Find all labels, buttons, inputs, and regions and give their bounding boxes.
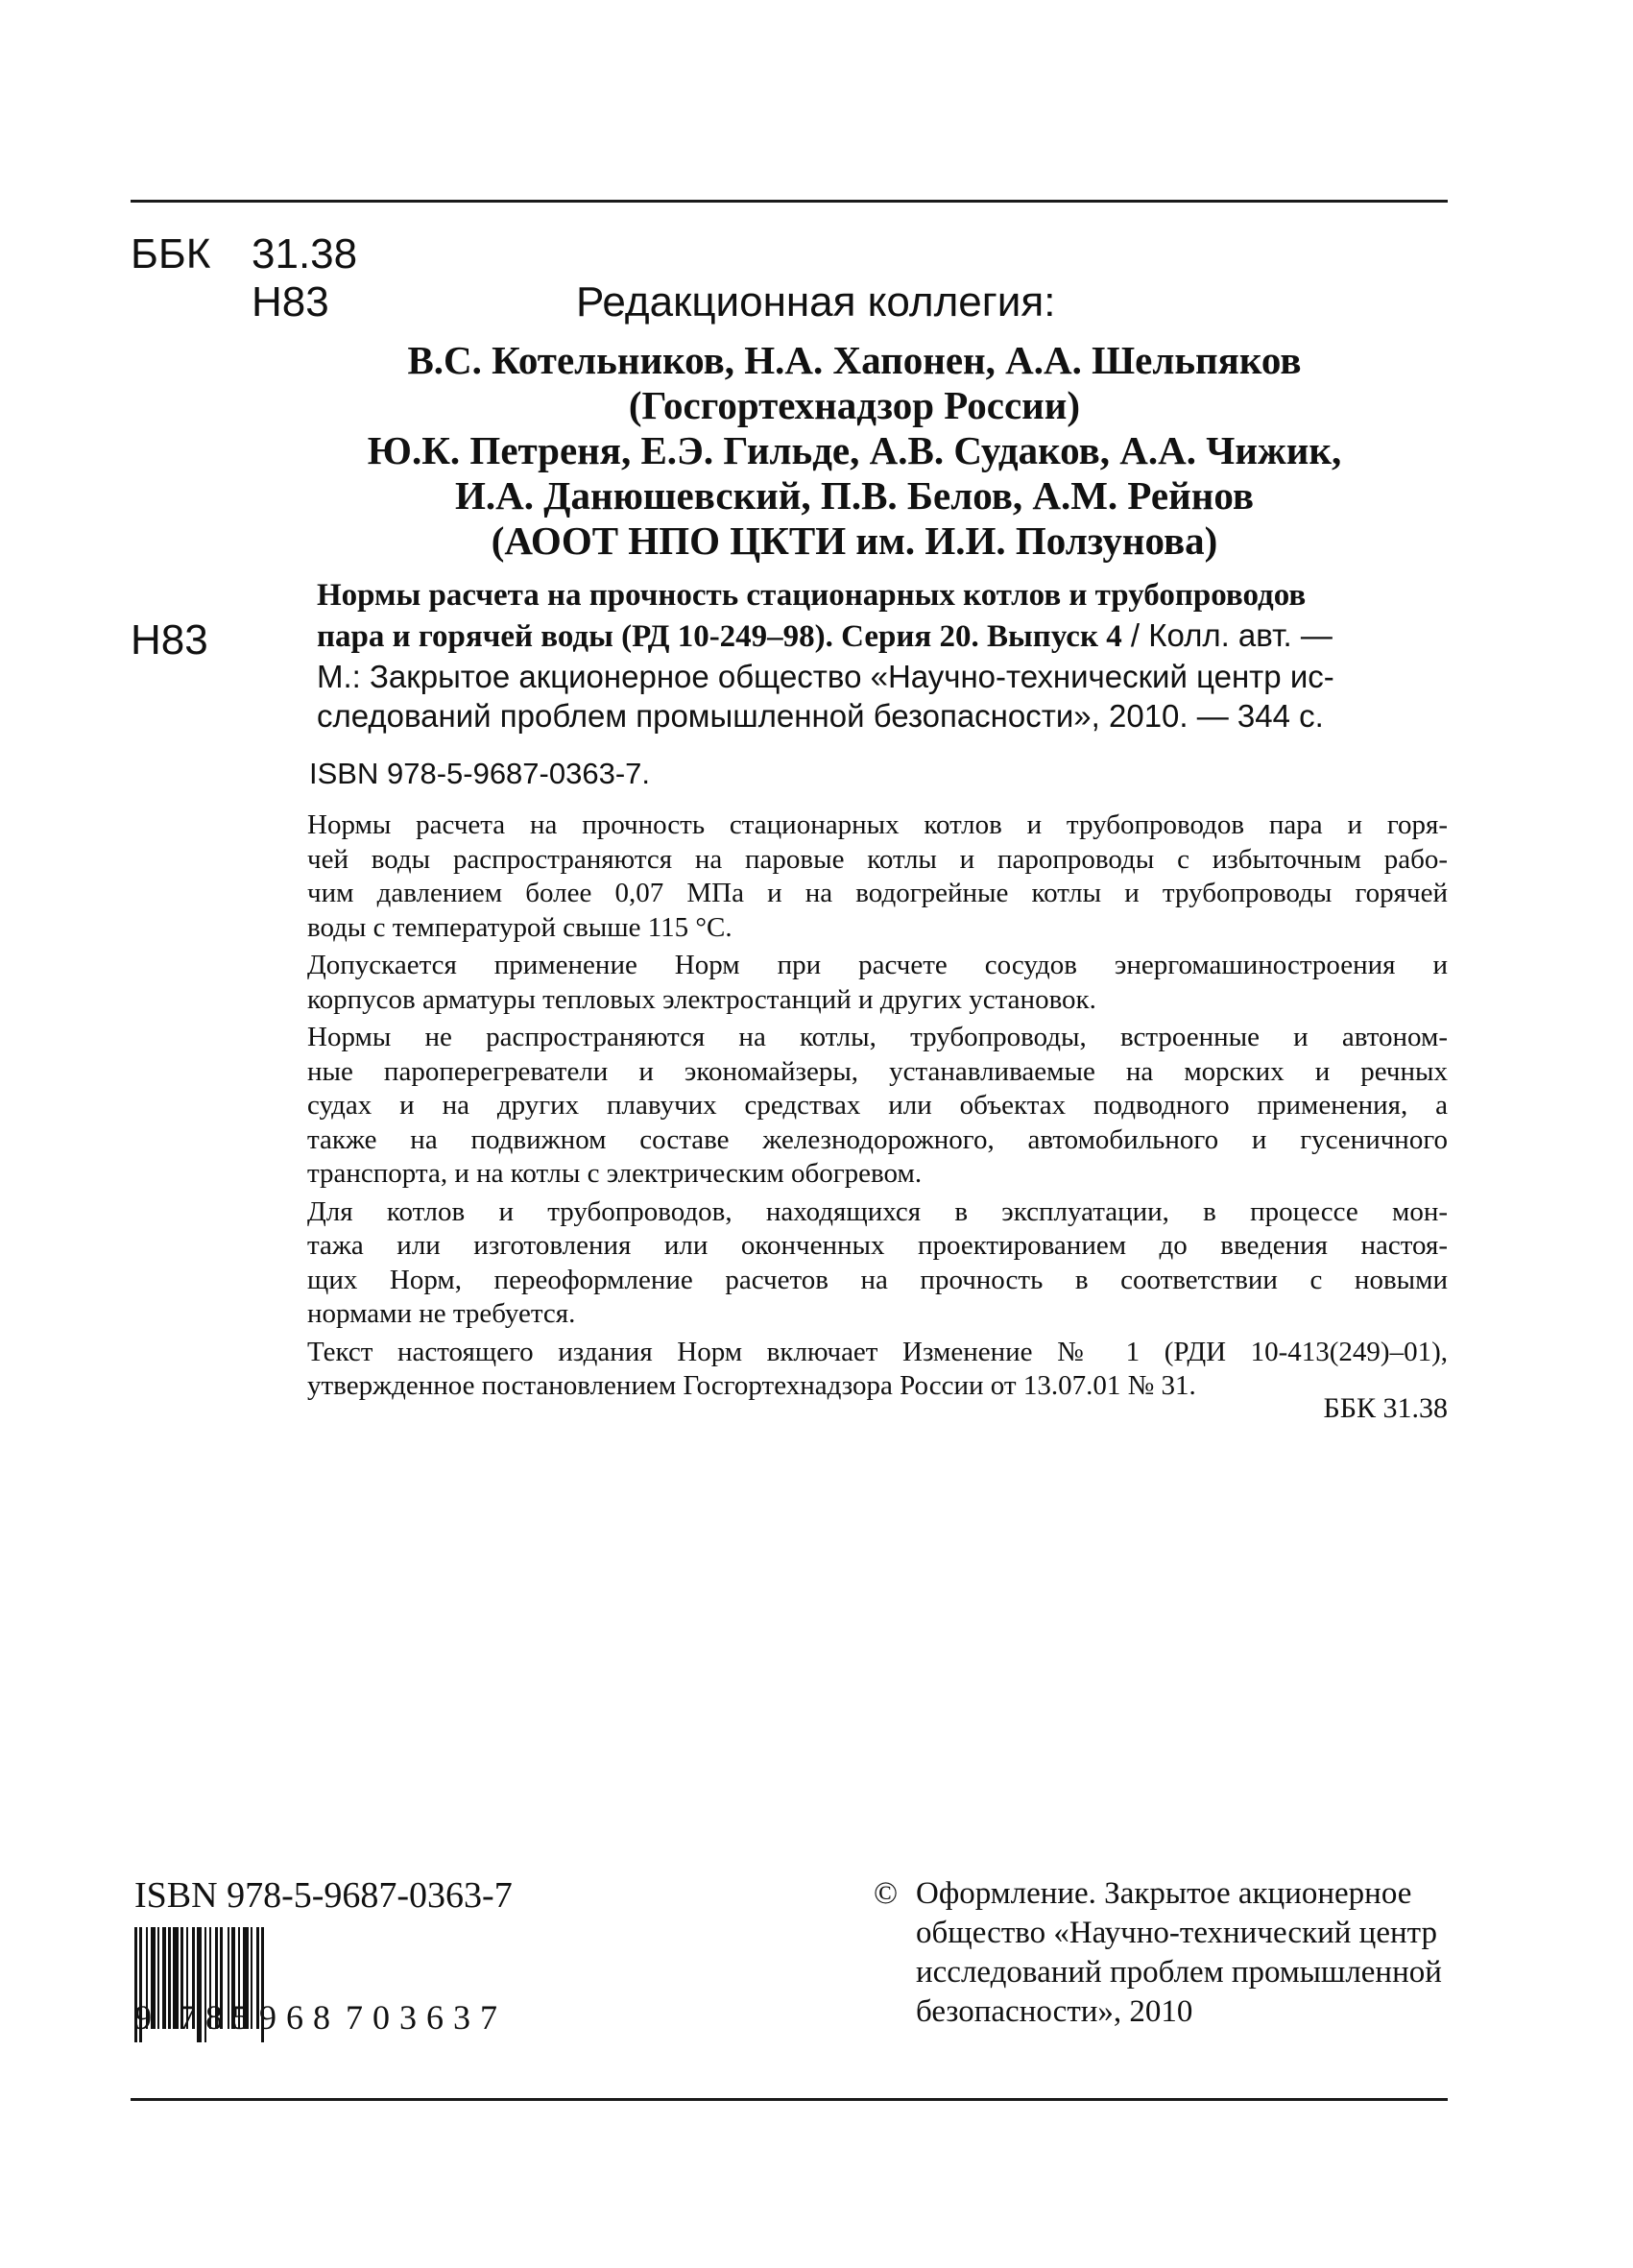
entry-title-bold: пара и горячей воды (РД 10-249–98). Серия 20. Выпуск 4 (317, 619, 1122, 654)
annotation-line: чим давлением более 0,07 МПа и на водогрейные котлы и трубопроводы горячей (307, 878, 1448, 908)
bbk-footer: ББК 31.38 (1323, 1392, 1448, 1424)
annotation-line: Текст настоящего издания Норм включает Изменение № 1 (РДИ 10-413(249)–01), (307, 1336, 1448, 1367)
author-mark: Н83 (252, 278, 329, 326)
top-rule (131, 200, 1448, 203)
entry-publisher-line: следований проблем промышленной безопасности», 2010. — 344 с. (317, 698, 1324, 734)
barcode-digits-left: 785968 (179, 1998, 340, 2037)
editors-block (230, 338, 1478, 564)
editor-line: (Госгортехнадзор России) (628, 383, 1081, 427)
barcode-digit-first: 9 (134, 1998, 161, 2037)
annotation-line: Нормы не распространяются на котлы, трубопроводы, встроенные и автоном- (307, 1022, 1448, 1052)
annotation-line: щих Норм, переоформление расчетов на прочность в соответствии с новыми (307, 1264, 1448, 1295)
editorial-board-heading: Редакционная коллегия: (576, 278, 1056, 326)
bbk-code: 31.38 (252, 230, 358, 277)
editor-line: В.С. Котельников, Н.А. Хапонен, А.А. Шельпяков (407, 338, 1302, 382)
entry-isbn: ISBN 978-5-9687-0363-7. (309, 757, 651, 790)
barcode-bar (168, 1927, 171, 2029)
barcode-bar (162, 1927, 166, 2029)
annotation-line: утвержденное постановлением Госгортехнадзора России от 13.07.01 № 31. (307, 1370, 1196, 1401)
copyright-line: Оформление. Закрытое акционерное (916, 1876, 1412, 1911)
annotation-line: ные пароперегреватели и экономайзеры, устанавливаемые на морских и речных (307, 1055, 1448, 1087)
annotation-line: также на подвижном составе железнодорожного, автомобильного и гусеничного (307, 1123, 1448, 1155)
annotation-line: Для котлов и трубопроводов, находящихся в эксплуатации, в процессе мон- (307, 1195, 1448, 1227)
copyright-line: общество «Научно-технический центр (916, 1916, 1437, 1950)
annotation-line: Допускается применение Норм при расчете сосудов энергомашиностроения и (307, 950, 1448, 980)
annotation-line: нормами не требуется. (307, 1298, 576, 1329)
bottom-rule (131, 2098, 1448, 2101)
entry-publisher-line: М.: Закрытое акционерное общество «Научно-технический центр ис- (317, 659, 1334, 694)
copyright-block (874, 1874, 1488, 2032)
annotation-paragraph (307, 1336, 1448, 1404)
copyright-line: безопасности», 2010 (916, 1994, 1193, 2029)
entry-margin-mark: Н83 (131, 616, 208, 664)
entry-title-line: Нормы расчета на прочность стационарных котлов и трубопроводов (317, 578, 1307, 613)
bibliographic-entry (317, 576, 1450, 736)
annotation-paragraph (307, 1021, 1448, 1192)
entry-authors: / Колл. авт. — (1121, 617, 1333, 653)
barcode-digits-right: 703637 (346, 1998, 507, 2037)
annotation-line: транспорта, и на котлы с электрическим обогревом. (307, 1158, 923, 1189)
bbk-label: ББК (131, 230, 211, 277)
editor-line: (АООТ НПО ЦКТИ им. И.И. Ползунова) (491, 519, 1218, 563)
barcode-isbn: ISBN 978-5-9687-0363-7 (134, 1875, 513, 1916)
annotation-line: чей воды распространяются на паровые котлы и паропроводы с избыточным рабо- (307, 843, 1448, 875)
annotation-line: тажа или изготовления или оконченных проектированием до введения настоя- (307, 1230, 1448, 1261)
annotation (307, 808, 1448, 1408)
annotation-paragraph (307, 949, 1448, 1017)
copyright-row (874, 1874, 1488, 1914)
copyright-line: исследований проблем промышленной (916, 1955, 1442, 1990)
annotation-paragraph (307, 808, 1448, 945)
annotation-line: судах и на других плавучих средствах или объектах подводного применения, а (307, 1090, 1448, 1121)
annotation-line: Нормы расчета на прочность стационарных котлов и трубопроводов пара и горя- (307, 809, 1448, 840)
editor-line: Ю.К. Петреня, Е.Э. Гильде, А.В. Судаков, А.А. Чижик, (367, 428, 1342, 472)
copyright-symbol: © (874, 1876, 899, 1911)
annotation-paragraph (307, 1195, 1448, 1332)
editor-line: И.А. Данюшевский, П.В. Белов, А.М. Рейнов (455, 473, 1254, 518)
entry-title-line (317, 615, 1450, 657)
annotation-line: воды с температурой свыше 115 °С. (307, 911, 732, 943)
annotation-line: корпусов арматуры тепловых электростанций и других установок. (307, 983, 1096, 1015)
